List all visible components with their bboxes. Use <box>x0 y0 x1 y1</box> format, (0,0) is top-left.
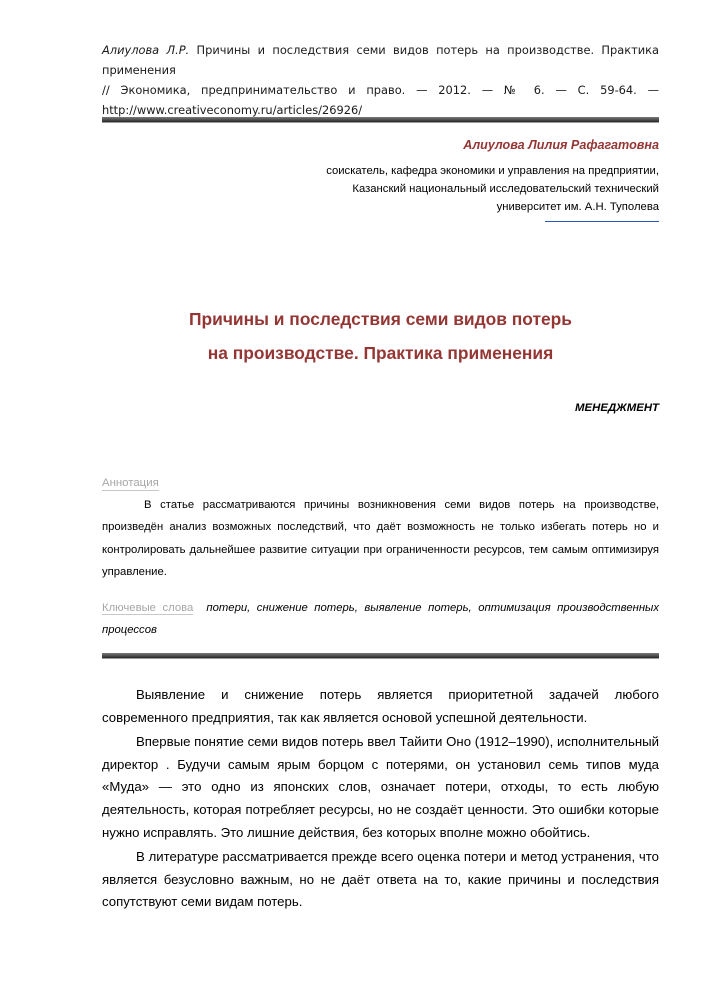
body-paragraph-1: Выявление и снижение потерь является приоритетной задачей любого современного предприятия, так как является основой успешной деятельности. <box>102 687 659 725</box>
keywords-label: Ключевые слова <box>102 602 194 614</box>
author-affiliation <box>239 162 659 216</box>
citation-block <box>102 40 659 120</box>
annotation-label: Аннотация <box>102 477 159 489</box>
affiliation-line-3: университет им. А.Н. Туполева <box>496 201 659 213</box>
author-name: Алиулова Лилия Рафагатовна <box>463 138 659 152</box>
annotation-text <box>102 494 659 583</box>
body-paragraph-2: Впервые понятие семи видов потерь ввел Тайити Оно (1912–1990), исполнительный директор . Будучи самым ярым борцом с потерями, он установил семь типов муда «Муда» — это одно из японских слов, означает потери, отходы, то есть любую деятельность, которая потребляет ресурсы, но не создаёт ценности. Это ошибки которые нужно исправлять. Это лишние действия, без которых вполне можно обойтись. <box>102 734 659 840</box>
citation-author: Алиулова Л.Р. <box>102 43 190 57</box>
keywords-text: потери, снижение потерь, выявление потерь, оптимизация производственных процессов <box>102 602 660 637</box>
citation-url: http://www.creativeconomy.ru/articles/26926/ <box>102 103 363 117</box>
article-body <box>102 684 659 914</box>
citation-line-1 <box>102 40 659 80</box>
annotation-body: В статье рассматриваются причины возникновения семи видов потерь на производстве, произведён анализ возможных последствий, что даёт возможность не только избегать потерь но и контролировать дальнейшее развитие ситуации при ограниченности ресурсов, тем самым оптимизируя управление. <box>102 499 659 578</box>
top-rule <box>102 117 659 123</box>
title-line-2: на производстве. Практика применения <box>207 343 554 363</box>
article-title <box>102 302 659 370</box>
keywords-block <box>102 597 659 642</box>
bottom-rule <box>102 653 659 659</box>
citation-title: Причины и последствия семи видов потерь на производстве. Практика применения <box>102 43 659 77</box>
section-label: МЕНЕДЖМЕНТ <box>575 402 659 414</box>
email-link-underline[interactable] <box>545 221 659 222</box>
title-line-1: Причины и последствия семи видов потерь <box>189 309 572 329</box>
citation-line-2: // Экономика, предпринимательство и право. — 2012. — № 6. — С. 59-64. — <box>102 83 659 97</box>
affiliation-line-2: Казанский национальный исследовательский технический <box>352 183 659 195</box>
affiliation-line-1: соискатель, кафедра экономики и управления на предприятии, <box>326 165 659 177</box>
body-paragraph-3: В литературе рассматривается прежде всего оценка потери и метод устранения, что является безусловно важным, но не даёт ответа на то, какие причины и последствия сопутствуют семи видам потерь. <box>102 849 659 910</box>
